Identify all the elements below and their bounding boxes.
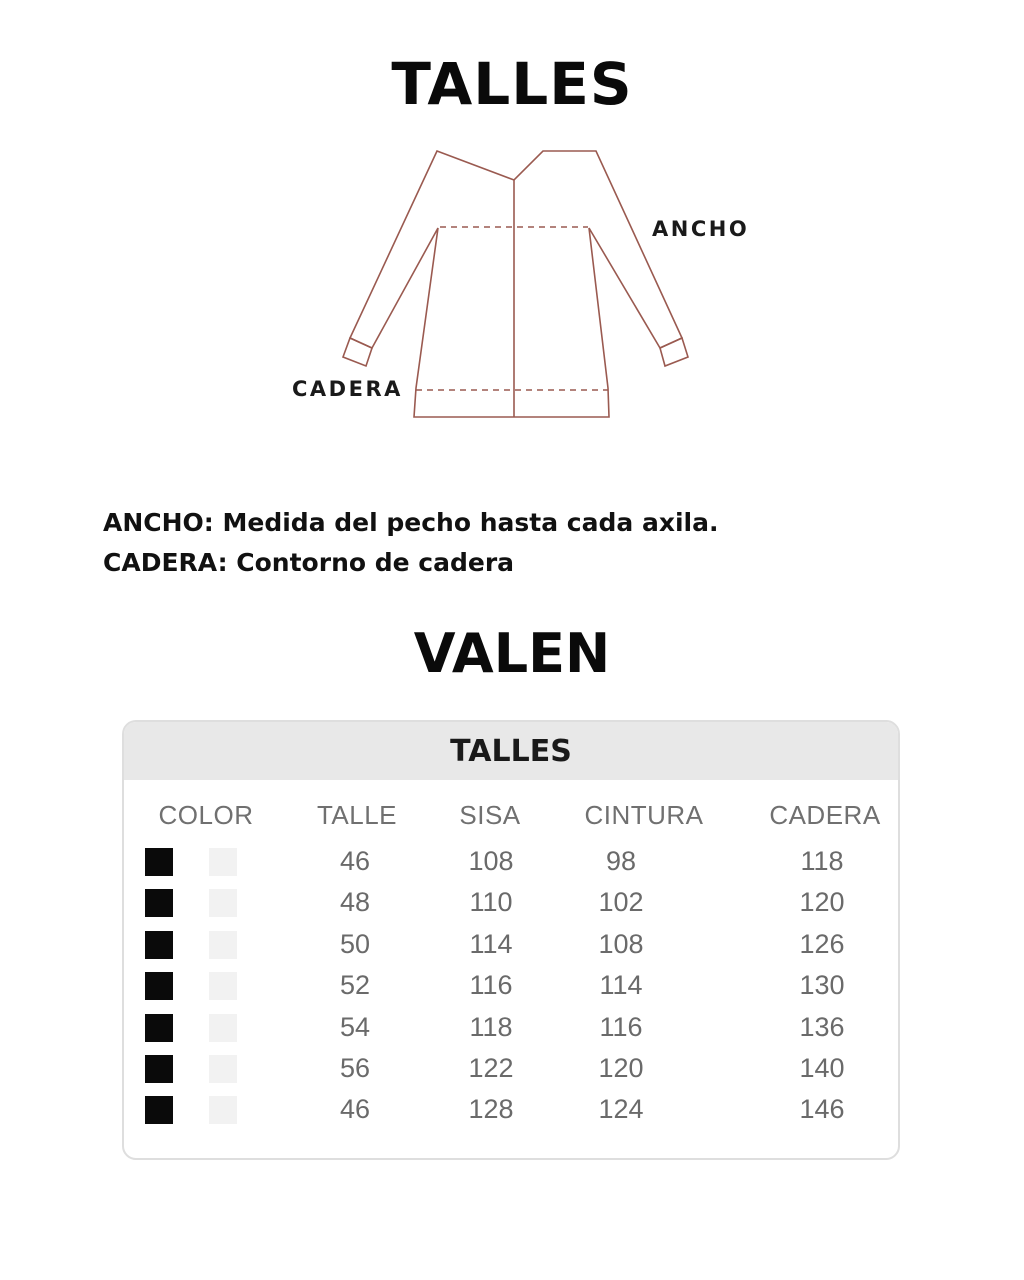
cell-cintura: 114 [599,970,643,1001]
left-cuff [343,338,372,366]
color-swatch [145,848,173,876]
garment-diagram [280,140,760,440]
width-label: ANCHO [652,217,750,241]
cell-cadera: 140 [799,1053,845,1083]
column-header-cintura: CINTURA [584,800,704,830]
cell-cintura: 108 [598,928,644,959]
right-cuff [660,338,688,366]
cell-cadera: 136 [799,1011,845,1042]
color-swatch [145,1096,173,1124]
cell-cintura: 124 [598,1094,644,1125]
color-swatch [145,889,173,917]
color-swatch [145,1055,173,1083]
cell-sisa: 116 [469,970,513,1001]
page-title: TALLES [391,50,633,118]
cell-cadera: 146 [799,1094,845,1125]
color-swatch [209,848,237,876]
column-header-cadera: CADERA [769,800,881,830]
width-description: ANCHO: Medida del pecho hasta cada axila. [103,508,719,537]
cell-talle: 54 [339,1011,371,1042]
color-swatch [209,1014,237,1042]
cell-sisa: 122 [468,1053,514,1083]
cell-cadera: 118 [800,846,844,876]
cell-cintura: 120 [598,1053,644,1083]
cell-sisa: 118 [469,1011,513,1042]
color-swatch [209,1096,237,1124]
column-header-color: COLOR [158,800,254,830]
column-header-talle: TALLE [316,800,398,830]
color-swatch [145,1014,173,1042]
color-swatch [209,1055,237,1083]
cell-talle: 46 [339,846,371,876]
cell-cadera: 126 [799,928,845,959]
color-swatch [145,931,173,959]
model-title: VALEN [413,622,611,685]
size-table [122,720,900,1160]
cell-cintura: 98 [605,846,637,876]
color-swatch [145,972,173,1000]
cell-sisa: 108 [468,846,514,876]
hip-description: CADERA: Contorno de cadera [103,548,515,577]
size-table-title: TALLES [124,722,898,780]
hip-label: CADERA [292,377,403,401]
color-swatch [209,972,237,1000]
cell-cadera: 130 [799,970,845,1001]
cell-cintura: 102 [598,887,644,918]
column-header-sisa: SISA [459,800,521,830]
cell-talle: 48 [339,887,371,918]
color-swatch [209,931,237,959]
cell-talle: 46 [339,1094,371,1125]
cell-talle: 56 [339,1053,371,1083]
color-swatch [209,889,237,917]
cell-cadera: 120 [799,887,845,918]
cell-talle: 50 [339,928,371,959]
cell-cintura: 116 [599,1011,643,1042]
cell-sisa: 114 [469,928,513,959]
cell-talle: 52 [339,970,371,1001]
cell-sisa: 110 [469,887,513,918]
cell-sisa: 128 [468,1094,514,1125]
